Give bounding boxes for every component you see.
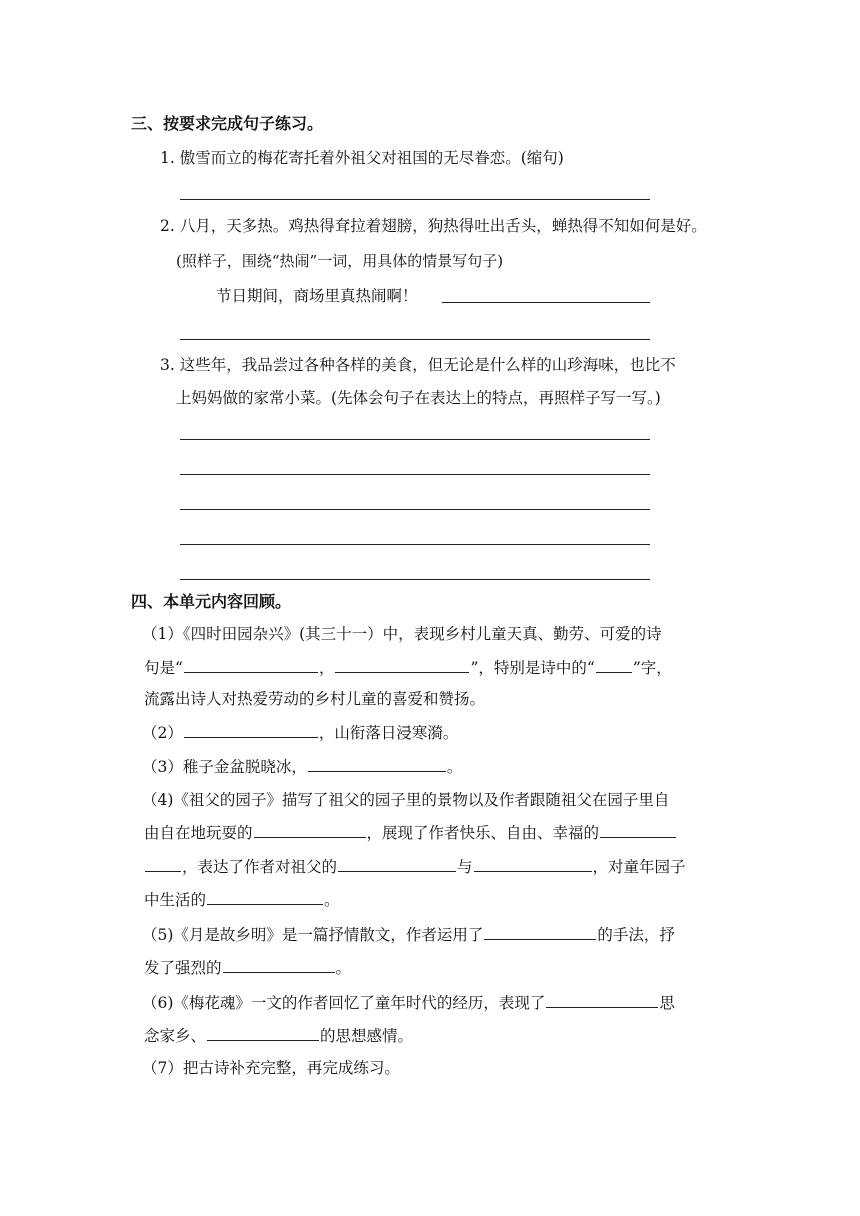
q3-answer-line[interactable] xyxy=(180,509,650,510)
item4-blank-2-cont[interactable] xyxy=(145,856,181,872)
item4-text: ，表达了作者对祖父的 xyxy=(182,858,338,876)
item1-line2 xyxy=(144,657,672,678)
item4-text: 与 xyxy=(457,858,473,876)
item5-line2 xyxy=(144,957,351,978)
item4-line3 xyxy=(144,856,686,877)
item1-text: ， xyxy=(318,659,335,677)
item4-line4 xyxy=(144,889,340,910)
item1-line3: 流露出诗人对热爱劳动的乡村儿童的喜爱和赞扬。 xyxy=(144,690,486,708)
item3-text: 。 xyxy=(446,758,463,776)
q2-prompt: 节日期间，商场里真热闹啊！ xyxy=(216,287,418,305)
item4-blank-4[interactable] xyxy=(474,856,592,872)
q1-answer-line[interactable] xyxy=(180,199,650,200)
item4-text: 。 xyxy=(324,891,340,909)
item4-text: 由自在地玩耍的 xyxy=(144,824,253,842)
item4-text: 中生活的 xyxy=(144,891,207,909)
item6-text: 思 xyxy=(659,994,675,1012)
q3-text-line2: 上妈妈做的家常小菜。(先体会句子在表达上的特点，再照样子写一写。) xyxy=(176,389,661,407)
item6-line1 xyxy=(142,992,675,1013)
item1-blank-3[interactable] xyxy=(596,657,632,673)
item5-blank-2[interactable] xyxy=(223,957,335,973)
item4-blank-1[interactable] xyxy=(254,822,366,838)
item2-line xyxy=(142,722,458,743)
item1-text: 句是“ xyxy=(144,659,183,677)
q2-answer-line[interactable] xyxy=(180,339,650,340)
item5-text: 。 xyxy=(335,959,352,977)
item1-blank-1[interactable] xyxy=(184,657,318,673)
item6-blank-1[interactable] xyxy=(546,992,658,1008)
item4-blank-5[interactable] xyxy=(207,889,323,905)
item5-line1 xyxy=(142,924,675,945)
item6-text: 的思想感情。 xyxy=(320,1027,414,1045)
item4-text: ，展现了作者快乐、自由、幸福的 xyxy=(366,824,600,842)
item1-text: ”，特别是诗中的“ xyxy=(470,659,595,677)
item6-line2 xyxy=(144,1025,413,1046)
item7-line: （7）把古诗补充完整，再完成练习。 xyxy=(142,1059,400,1077)
item5-text: 的手法，抒 xyxy=(597,926,675,944)
item4-line2 xyxy=(144,822,677,843)
q2-inline-answer-line[interactable] xyxy=(442,302,650,303)
item4-blank-2[interactable] xyxy=(600,822,676,838)
q3-answer-line[interactable] xyxy=(180,474,650,475)
q3-text-line1: 3. 这些年，我品尝过各种各样的美食，但无论是什么样的山珍海味，也比不 xyxy=(160,356,676,374)
item2-blank[interactable] xyxy=(184,722,318,738)
item2-text: ，山衔落日浸寒漪。 xyxy=(318,724,459,742)
item3-line xyxy=(142,756,462,777)
section-3-title: 三、按要求完成句子练习。 xyxy=(131,114,324,133)
q3-answer-line[interactable] xyxy=(180,579,650,580)
item2-text: （2） xyxy=(142,724,183,742)
item3-text: （3）稚子金盆脱晓冰， xyxy=(142,758,307,776)
item4-line1: （4)《祖父的园子》描写了祖父的园子里的景物以及作者跟随祖父在园子里自 xyxy=(142,791,670,809)
item5-blank-1[interactable] xyxy=(484,924,596,940)
q2-instruction: (照样子，围绕“热闹”一词，用具体的情景写句子) xyxy=(176,252,504,270)
item5-text: 发了强烈的 xyxy=(144,959,222,977)
item1-blank-2[interactable] xyxy=(335,657,469,673)
item6-text: （6)《梅花魂》一文的作者回忆了童年时代的经历，表现了 xyxy=(142,994,546,1012)
q3-answer-line[interactable] xyxy=(180,544,650,545)
item3-blank[interactable] xyxy=(308,756,446,772)
section-4-title: 四、本单元内容回顾。 xyxy=(131,592,292,611)
item1-text: ”字， xyxy=(632,659,672,677)
item4-blank-3[interactable] xyxy=(338,856,456,872)
item4-text: ，对童年园子 xyxy=(592,858,686,876)
q3-answer-line[interactable] xyxy=(180,439,650,440)
q2-text: 2. 八月，天多热。鸡热得耷拉着翅膀，狗热得吐出舌头，蝉热得不知如何是好。 xyxy=(160,217,707,235)
item5-text: （5)《月是故乡明》是一篇抒情散文，作者运用了 xyxy=(142,926,484,944)
item1-line1: （1）《四时田园杂兴》(其三十一）中，表现乡村儿童天真、勤劳、可爱的诗 xyxy=(142,625,662,643)
item6-blank-2[interactable] xyxy=(207,1025,319,1041)
q1-text: 1. 傲雪而立的梅花寄托着外祖父对祖国的无尽眷恋。(缩句) xyxy=(160,149,564,167)
item6-text: 念家乡、 xyxy=(144,1027,207,1045)
